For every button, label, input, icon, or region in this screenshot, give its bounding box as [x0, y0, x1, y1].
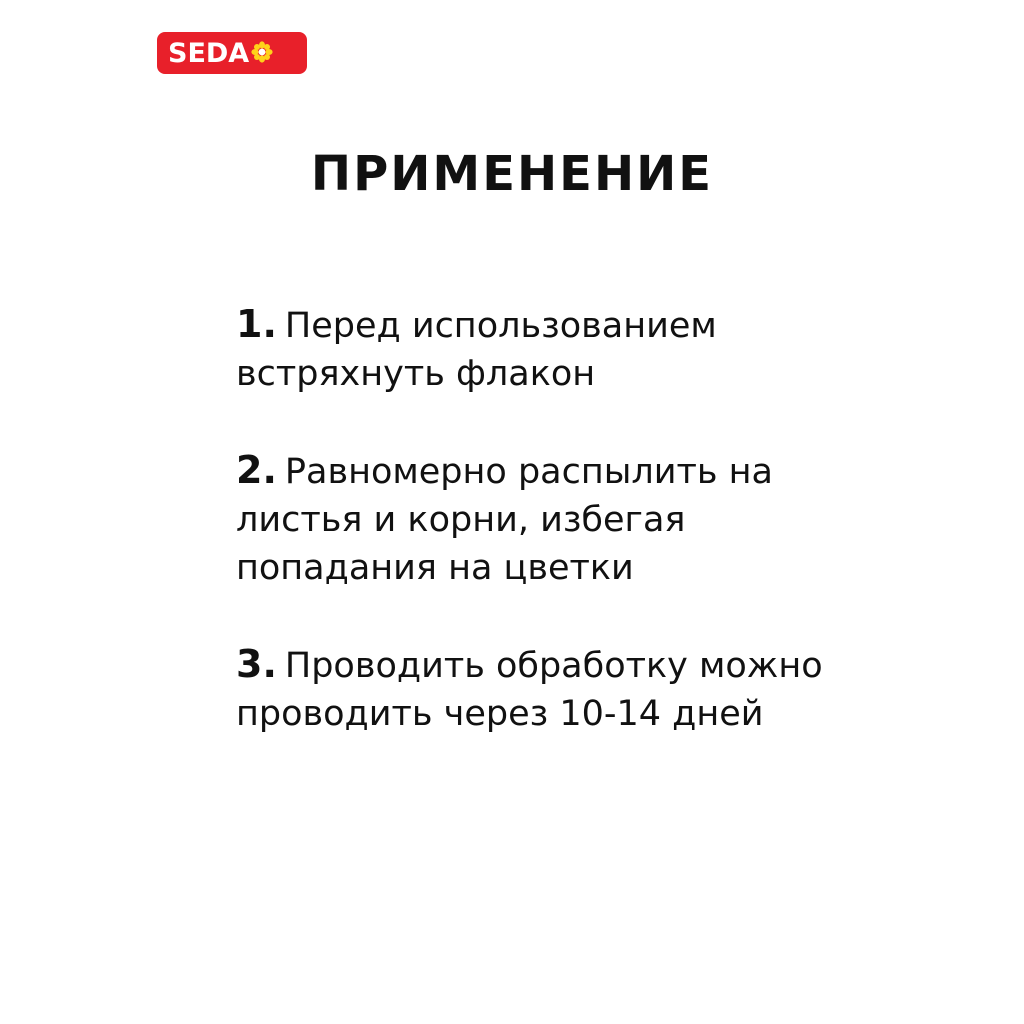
- instructions-list: [236, 300, 856, 738]
- brand-logo: [157, 32, 307, 74]
- instruction-step-3: [236, 640, 856, 738]
- step-text: Проводить обработку можно проводить через 10-14 дней: [236, 646, 823, 734]
- step-number: 1.: [236, 302, 277, 346]
- step-number: 2.: [236, 448, 277, 492]
- step-number: 3.: [236, 642, 277, 686]
- instruction-step-2: [236, 446, 856, 592]
- step-text: Перед использованием встряхнуть флакон: [236, 306, 717, 394]
- brand-logo-text: SEDA: [168, 37, 250, 69]
- flower-icon: [251, 41, 273, 63]
- page-title: ПРИМЕНЕНИЕ: [310, 146, 714, 202]
- step-text: Равномерно распылить на листья и корни, избегая попадания на цветки: [236, 452, 773, 588]
- instruction-step-1: [236, 300, 856, 398]
